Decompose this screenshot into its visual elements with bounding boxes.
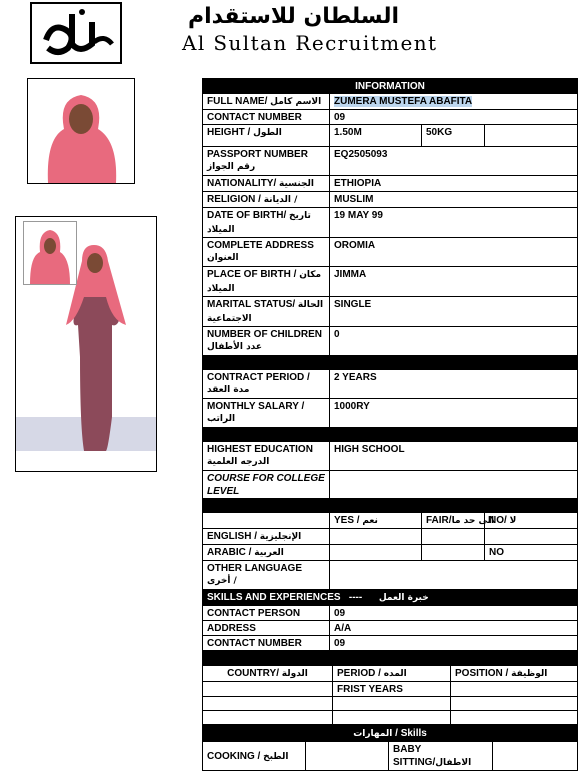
dob-label-ar: تاريخ الميلاد xyxy=(207,211,311,235)
language-header-row xyxy=(203,513,578,529)
skills-table xyxy=(202,725,578,771)
contact-address-label: ADDRESS xyxy=(203,621,330,636)
education-label-ar: الدرجه العلمية xyxy=(207,457,270,467)
skills-experiences-label-ar: خبرة العمل xyxy=(378,593,429,603)
arabic-fair-cell xyxy=(422,545,485,561)
passport-label: PASSPORT NUMBER xyxy=(207,149,308,160)
children-label-ar: عدد الأطفال xyxy=(207,342,263,352)
children-label: NUMBER OF CHILDREN xyxy=(207,329,322,340)
height-extra-cell xyxy=(485,125,578,147)
address-label: COMPLETE ADDRESS xyxy=(207,240,314,251)
information-header: INFORMATION xyxy=(203,79,578,94)
full-name-label: FULL NAME/ xyxy=(207,96,268,107)
position-header: POSITION / xyxy=(455,668,509,679)
marital-label-ar: الحالة الاجتماعية xyxy=(207,300,324,324)
baby-sitting-label: BABY xyxy=(393,744,422,755)
nationality-label: NATIONALITY/ xyxy=(207,178,277,189)
full-name-label-ar: الاسم كامل xyxy=(270,97,322,107)
other-language-label-ar: أخرى / xyxy=(207,576,237,586)
pob-label-ar: مكان الميلاد xyxy=(207,270,322,294)
education-label: HIGHEST EDUCATION xyxy=(207,444,313,455)
pob-value: JIMMA xyxy=(330,267,578,297)
experience-table xyxy=(202,665,578,725)
country-header-ar: الدولة xyxy=(281,669,308,679)
english-no-cell xyxy=(485,529,578,545)
arabic-yes-cell xyxy=(330,545,422,561)
skills-experiences-label: SKILLS AND EXPERIENCES xyxy=(207,592,341,603)
height-label: HEIGHT / xyxy=(207,127,251,138)
contact-address-value: A/A xyxy=(330,621,578,636)
experience-position-cell xyxy=(451,682,578,697)
other-language-label: OTHER LANGUAGE xyxy=(207,563,302,574)
contact-number2-label: CONTACT NUMBER xyxy=(203,636,330,651)
section-divider xyxy=(203,651,578,665)
address-value: OROMIA xyxy=(330,238,578,267)
arabic-label: ARABIC / xyxy=(207,547,252,558)
cooking-label: COOKING / xyxy=(207,750,261,762)
fair-label: FAIR/ xyxy=(426,515,452,526)
skills-experiences-header xyxy=(203,590,578,606)
dob-value: 19 MAY 99 xyxy=(330,208,578,238)
passport-value: EQ2505093 xyxy=(330,147,578,176)
pob-label: PLACE OF BIRTH / xyxy=(207,269,297,280)
section-divider xyxy=(203,356,578,370)
religion-value: MUSLIM xyxy=(330,192,578,208)
contact-number2-value: 09 xyxy=(330,636,578,651)
period-header-ar: المده xyxy=(383,669,407,679)
contract-label: CONTRACT PERIOD / xyxy=(207,372,310,383)
yes-label: YES / xyxy=(334,515,360,526)
passport-label-ar: رقم الجواز xyxy=(207,162,256,172)
marital-value: SINGLE xyxy=(330,297,578,327)
contract-label-ar: مدة العقد xyxy=(207,385,250,395)
marital-label: MARITAL STATUS/ xyxy=(207,299,296,310)
company-name-arabic: السلطان للاستقدام xyxy=(188,4,400,29)
contact-number-value: 09 xyxy=(330,110,578,125)
salary-label: MONTHLY SALARY / xyxy=(207,401,305,412)
company-name-english: Al Sultan Recruitment xyxy=(182,31,438,55)
full-name-row xyxy=(203,94,578,110)
address-label-ar: العنوان xyxy=(207,253,239,263)
religion-label: RELIGION / xyxy=(207,194,261,205)
experience-country-cell xyxy=(203,682,333,697)
contract-value: 2 YEARS xyxy=(330,370,578,399)
height-label-ar: الطول xyxy=(253,128,282,138)
children-value: 0 xyxy=(330,327,578,356)
contact-person-value: 09 xyxy=(330,606,578,621)
salary-value: 1000RY xyxy=(330,399,578,428)
contact-number-label: CONTACT NUMBER xyxy=(203,110,330,125)
baby-sitting-label-ar: الاطفال xyxy=(435,758,472,768)
height-value: 1.50M xyxy=(330,125,422,147)
fair-label-ar: الى حد ما xyxy=(451,516,495,526)
course-value xyxy=(330,471,578,499)
english-label-ar: الإنجليزية xyxy=(259,532,302,542)
no-label: NO/ xyxy=(489,515,507,526)
course-label: COURSE FOR COLLEGE LEVEL xyxy=(203,471,330,499)
country-header: COUNTRY/ xyxy=(227,668,279,679)
skills-experiences-separator: ---- xyxy=(348,592,363,603)
section-divider xyxy=(203,428,578,442)
arabic-no-value: NO xyxy=(485,545,578,561)
education-value: HIGH SCHOOL xyxy=(330,442,578,471)
skills-header xyxy=(203,726,578,742)
nationality-value: ETHIOPIA xyxy=(330,176,578,192)
english-label: ENGLISH / xyxy=(207,531,258,542)
cooking-label-ar: الطبخ xyxy=(263,751,289,762)
company-logo xyxy=(30,2,122,64)
contact-person-label: CONTACT PERSON xyxy=(203,606,330,621)
dob-label: DATE OF BIRTH/ xyxy=(207,210,287,221)
experience-period-value: FRIST YEARS xyxy=(333,682,451,697)
weight-value: 50KG xyxy=(422,125,485,147)
section-divider xyxy=(203,499,578,513)
arabic-label-ar: العربية xyxy=(254,548,284,558)
inset-portrait-photo xyxy=(23,221,77,285)
baby-sitting-value xyxy=(493,742,578,771)
english-yes-cell xyxy=(330,529,422,545)
baby-sitting-label-2: SITTING/ xyxy=(393,757,436,768)
skills-header-ar: المهارات xyxy=(353,729,393,739)
other-language-value xyxy=(330,561,578,590)
salary-label-ar: الراتب xyxy=(207,414,236,424)
skills-header-label: / Skills xyxy=(395,728,427,739)
portrait-photo xyxy=(27,78,135,184)
full-name-value: ZUMERA MUSTEFA ABAFITA xyxy=(334,96,473,107)
nationality-label-ar: الجنسية xyxy=(279,179,314,189)
religion-label-ar: الديانة / xyxy=(263,195,298,205)
no-label-ar: لا xyxy=(509,516,517,526)
cooking-value xyxy=(306,742,389,771)
yes-label-ar: نعم xyxy=(362,516,378,526)
english-fair-cell xyxy=(422,529,485,545)
full-body-photo xyxy=(15,216,157,472)
period-header: PERIOD / xyxy=(337,668,381,679)
information-form xyxy=(202,78,577,771)
position-header-ar: الوظيفة xyxy=(511,669,548,679)
